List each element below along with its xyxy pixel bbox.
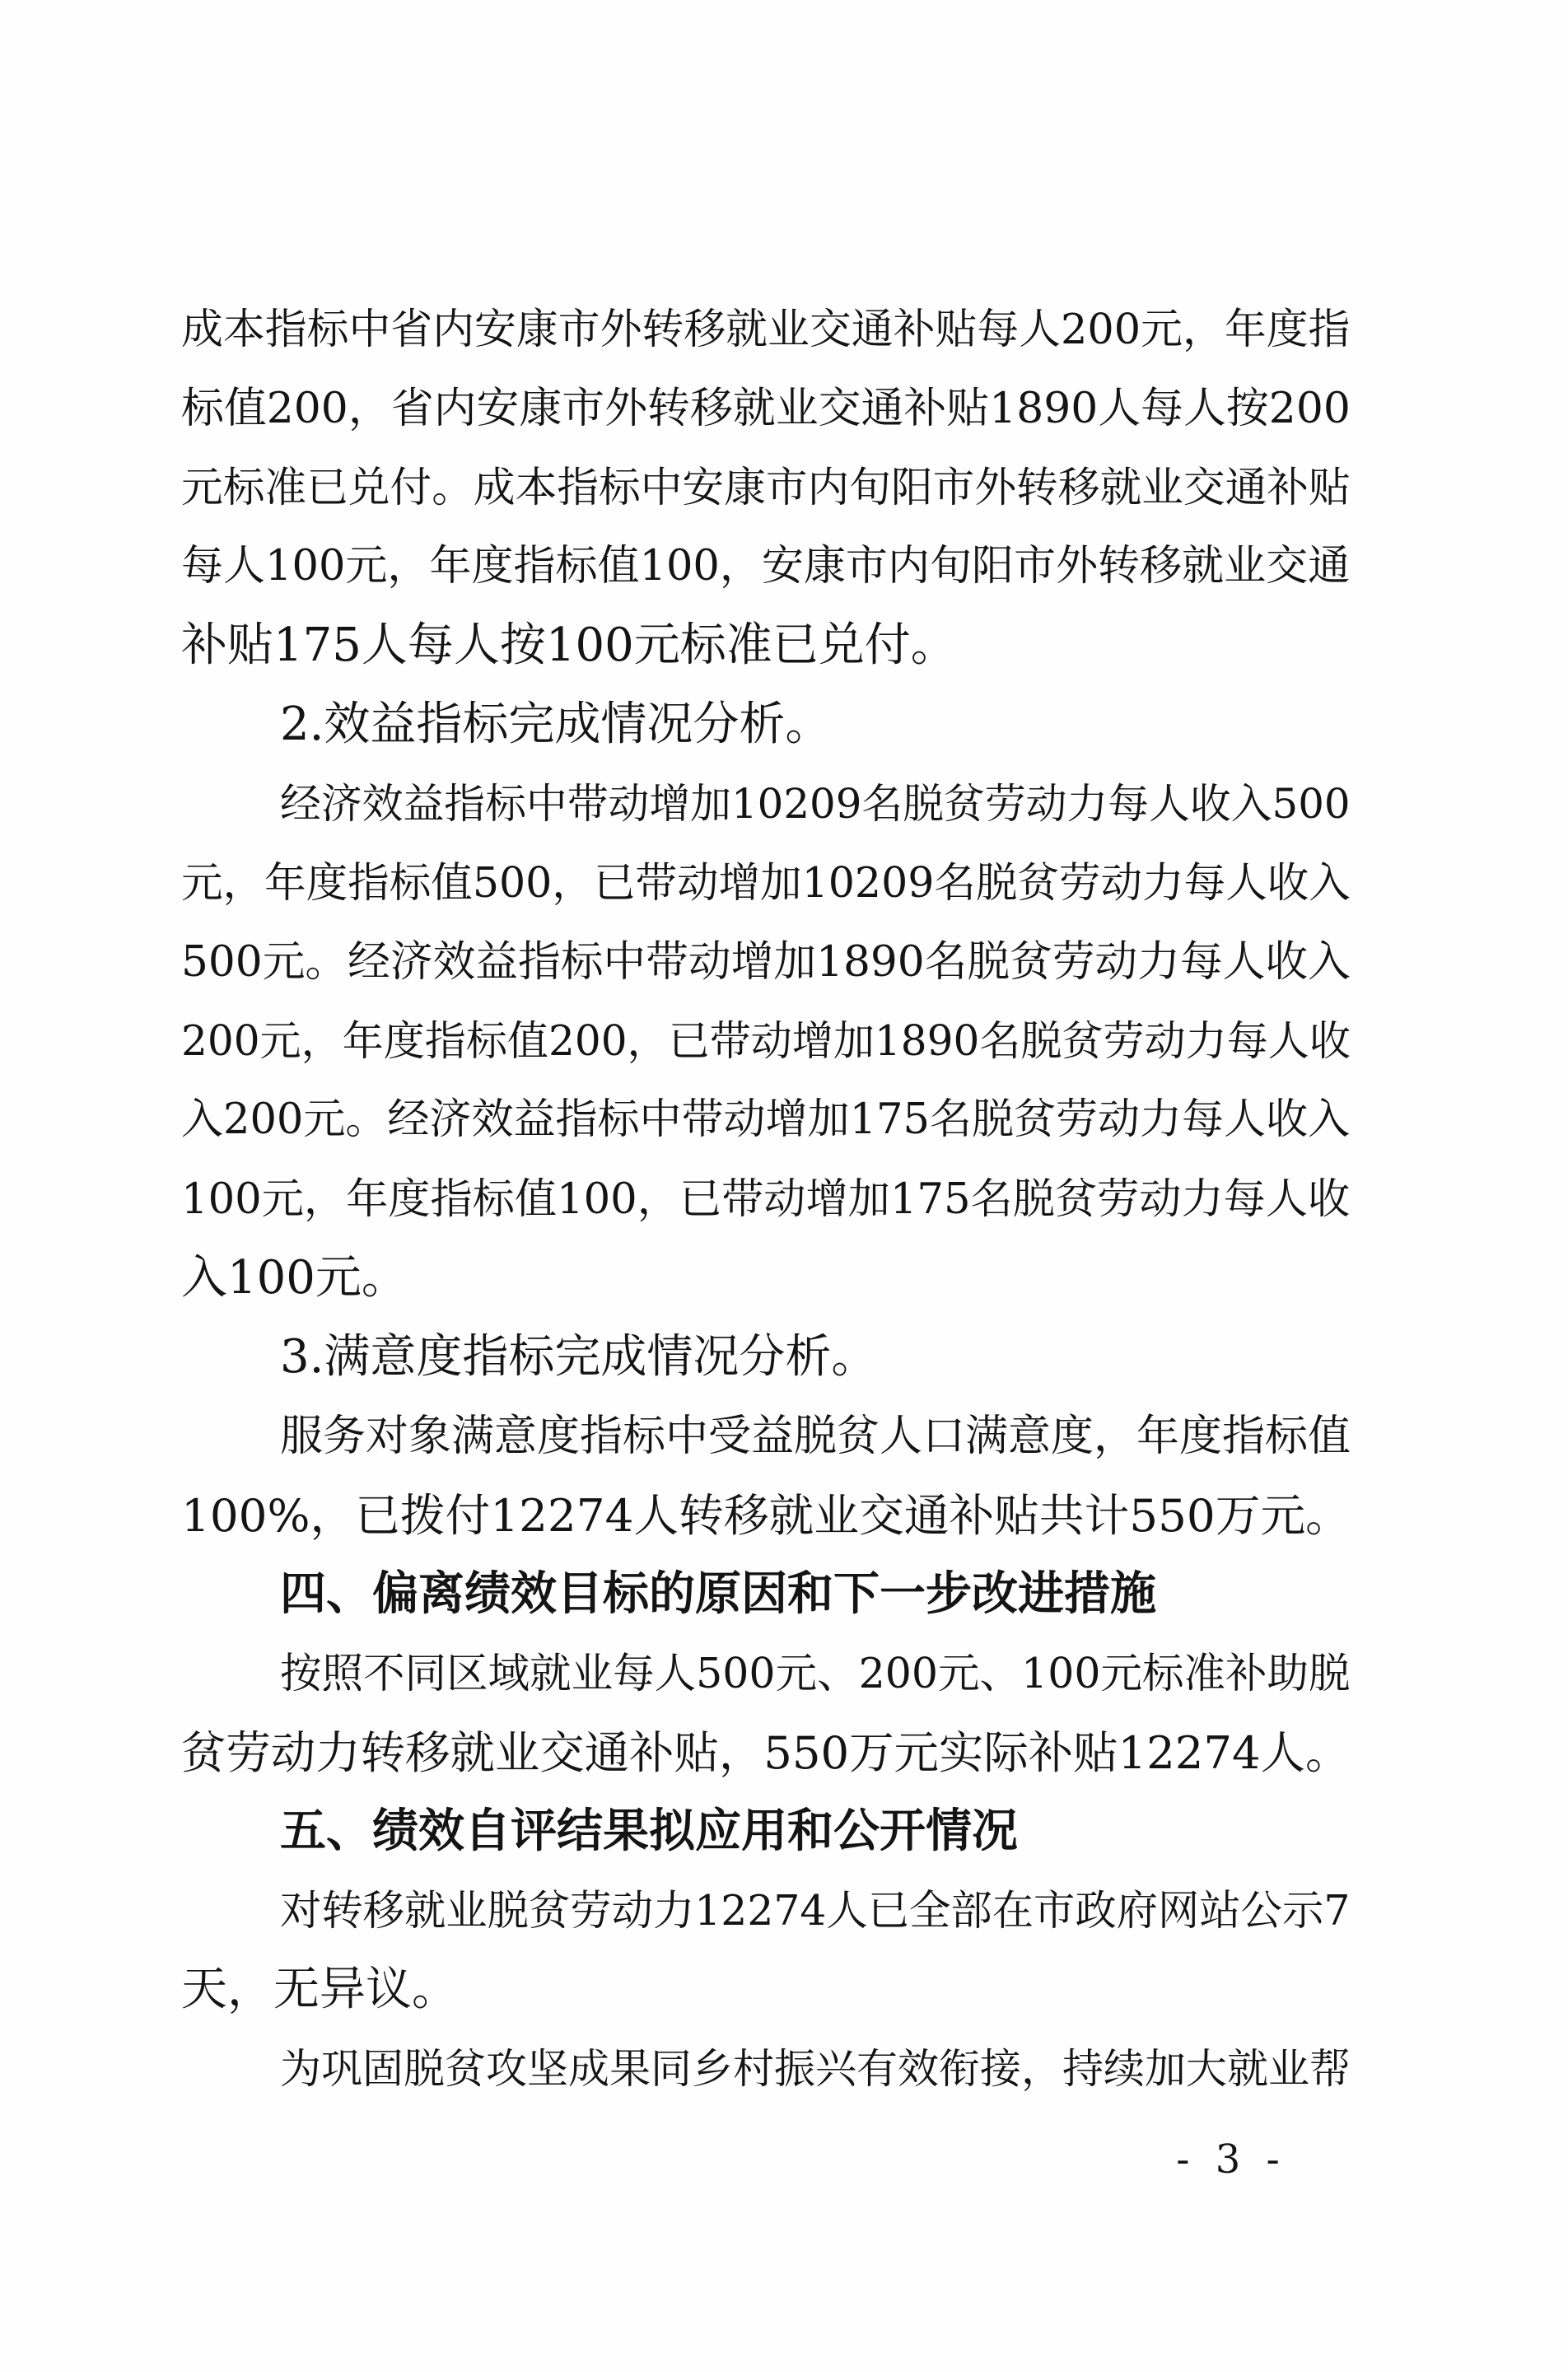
text-line: 元，年度指标值500，已带动增加10209名脱贫劳动力每人收入: [181, 858, 1351, 907]
text-line: 补贴175人每人按100元标准已兑付。: [181, 619, 957, 672]
document-body: [181, 290, 1351, 2108]
text-line: 100%，已拨付12274人转移就业交通补贴共计550万元。: [181, 1489, 1351, 1542]
text-line: 标值200，省内安康市外转移就业交通补贴1890人每人按200: [181, 384, 1351, 433]
text-line: 按照不同区域就业每人500元、200元、100元标准补助脱: [280, 1649, 1351, 1697]
text-line: 入200元。经济效益指标中带动增加175名脱贫劳动力每人收入: [181, 1095, 1351, 1144]
text-line: 元标准已兑付。成本指标中安康市内旬阳市外转移就业交通补贴: [181, 463, 1351, 511]
text-line: 2.效益指标完成情况分析。: [280, 698, 832, 751]
section-heading: 五、绩效自评结果拟应用和公开情况: [280, 1805, 1018, 1858]
text-line: 3.满意度指标完成情况分析。: [280, 1330, 878, 1384]
text-line: 每人100元，年度指标值100，安康市内旬阳市外转移就业交通: [181, 542, 1351, 591]
text-line: 天，无异议。: [181, 1963, 458, 2016]
text-line: 为巩固脱贫攻坚成果同乡村振兴有效衔接，持续加大就业帮: [280, 2045, 1351, 2093]
text-line: 服务对象满意度指标中受益脱贫人口满意度，年度指标值: [280, 1412, 1351, 1461]
text-line: 成本指标中省内安康市外转移就业交通补贴每人200元，年度指: [181, 305, 1351, 353]
page-number: - 3 -: [1176, 2136, 1286, 2183]
text-line: 500元。经济效益指标中带动增加1890名脱贫劳动力每人收入: [181, 937, 1351, 987]
text-line: 200元，年度指标值200，已带动增加1890名脱贫劳动力每人收: [181, 1017, 1351, 1065]
text-line: 对转移就业脱贫劳动力12274人已全部在市政府网站公示7: [280, 1886, 1351, 1935]
text-line: 贫劳动力转移就业交通补贴，550万元实际补贴12274人。: [181, 1726, 1351, 1779]
section-heading: 四、偏离绩效目标的原因和下一步改进措施: [280, 1567, 1156, 1621]
text-line: 100元，年度指标值100，已带动增加175名脱贫劳动力每人收: [181, 1174, 1351, 1224]
text-line: 入100元。: [181, 1251, 408, 1305]
text-line: 经济效益指标中带动增加10209名脱贫劳动力每人收入500: [280, 780, 1351, 828]
